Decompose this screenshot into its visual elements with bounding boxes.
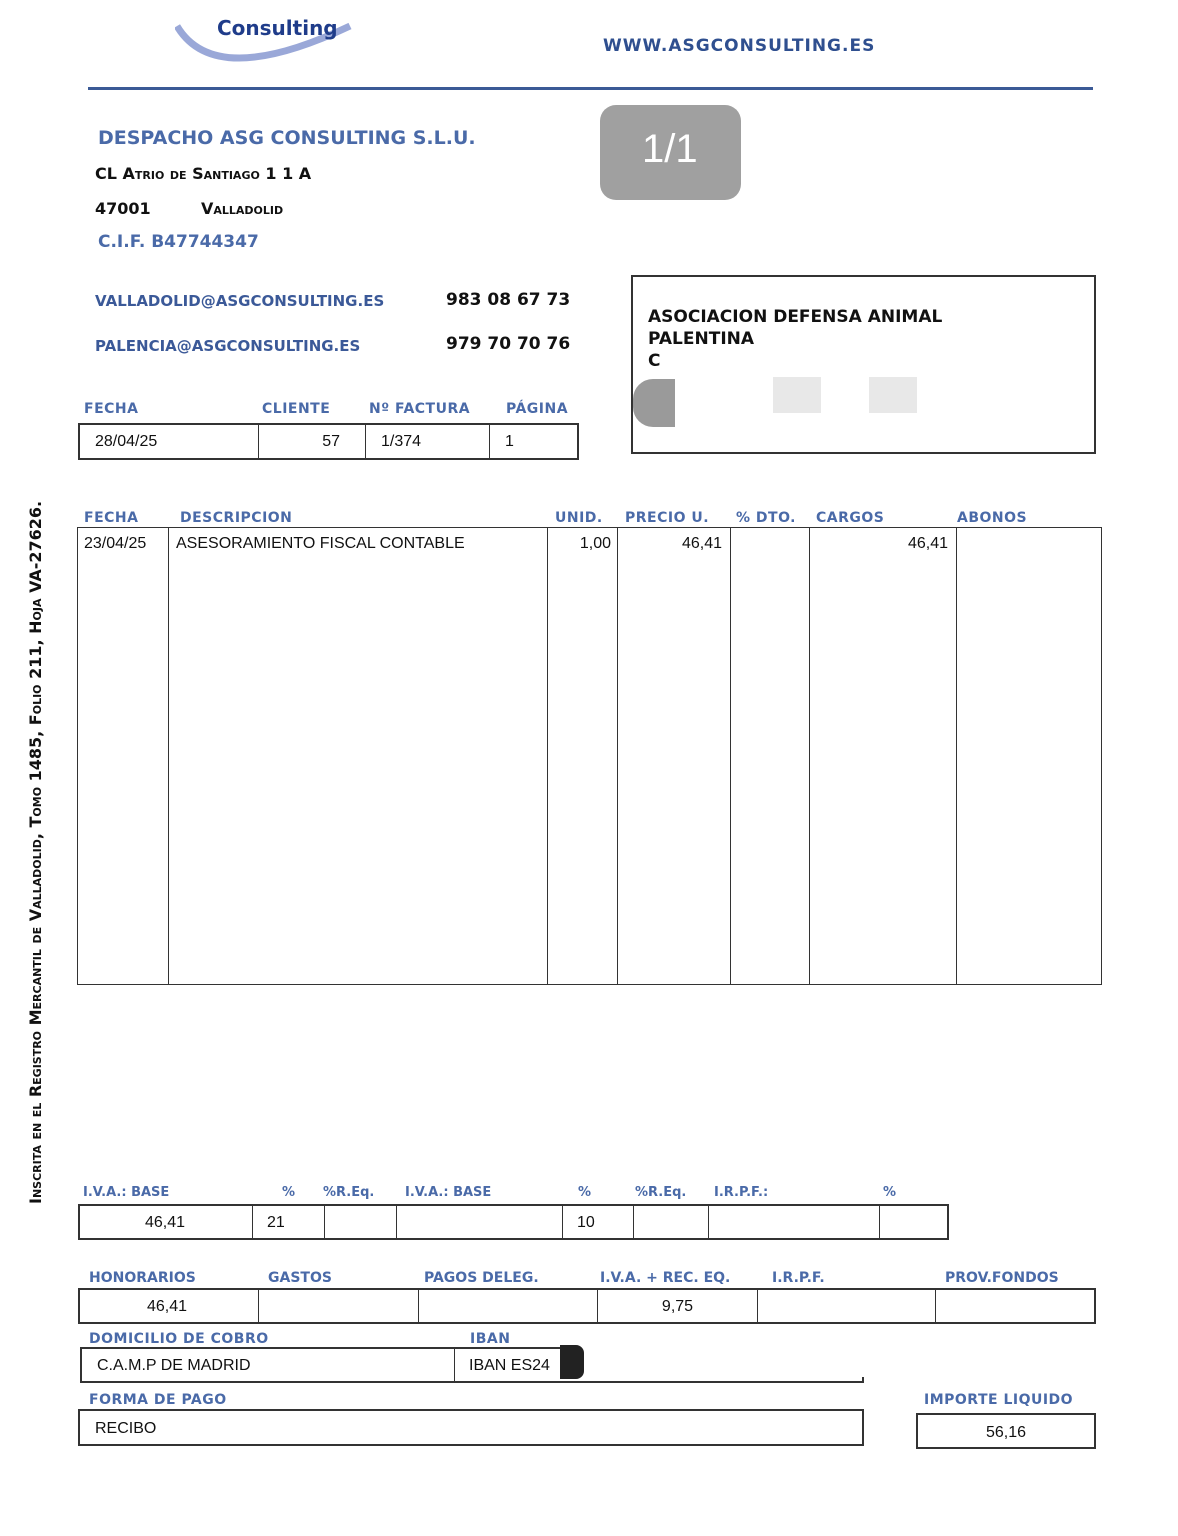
registry-note: Inscrita en el Registro Mercantil de Valladolid, Tomo 1485, Folio 211, Hoja VA-27626. xyxy=(26,500,45,1204)
company-city: Valladolid xyxy=(201,199,284,218)
company-postal-code: 47001 xyxy=(95,199,151,218)
tax-table: 46,41 21 10 xyxy=(78,1204,949,1240)
email-palencia: PALENCIA@ASGCONSULTING.ES xyxy=(95,337,361,355)
iban-value: IBAN ES24 xyxy=(469,1357,550,1374)
redaction xyxy=(580,1345,870,1377)
email-valladolid: VALLADOLID@ASGCONSULTING.ES xyxy=(95,292,385,310)
company-address: CL Atrio de Santiago 1 1 A xyxy=(95,164,312,183)
invoice-lines-table: 23/04/25 ASESORAMIENTO FISCAL CONTABLE 1,00 46,41 46,41 xyxy=(77,527,1102,985)
phone-valladolid: 983 08 67 73 xyxy=(446,290,571,310)
net-amount-box xyxy=(916,1413,1096,1449)
company-name: DESPACHO ASG CONSULTING S.L.U. xyxy=(98,127,476,149)
invoice-meta-table: 28/04/25 57 1/374 1 xyxy=(78,423,579,460)
page-counter-badge: 1/1 xyxy=(600,105,741,200)
payment-method-box: RECIBO xyxy=(78,1409,864,1446)
header-divider xyxy=(88,87,1093,90)
company-logo: Consulting xyxy=(175,0,355,72)
recipient-box: ASOCIACION DEFENSA ANIMAL PALENTINA C xyxy=(631,275,1096,454)
line-date: 23/04/25 xyxy=(84,535,147,552)
redaction xyxy=(869,377,917,413)
payment-address-box: C.A.M.P DE MADRID IBAN ES24 xyxy=(80,1347,864,1383)
website: WWW.ASGCONSULTING.ES xyxy=(603,36,876,56)
net-amount: 56,16 xyxy=(985,1424,1027,1441)
company-cif: C.I.F. B47744347 xyxy=(98,232,259,252)
redaction xyxy=(773,377,821,413)
totals-table: 46,41 9,75 xyxy=(78,1288,1096,1324)
line-description: ASESORAMIENTO FISCAL CONTABLE xyxy=(176,535,465,552)
redaction xyxy=(633,379,675,427)
phone-palencia: 979 70 70 76 xyxy=(446,334,571,354)
redaction xyxy=(560,1345,584,1379)
